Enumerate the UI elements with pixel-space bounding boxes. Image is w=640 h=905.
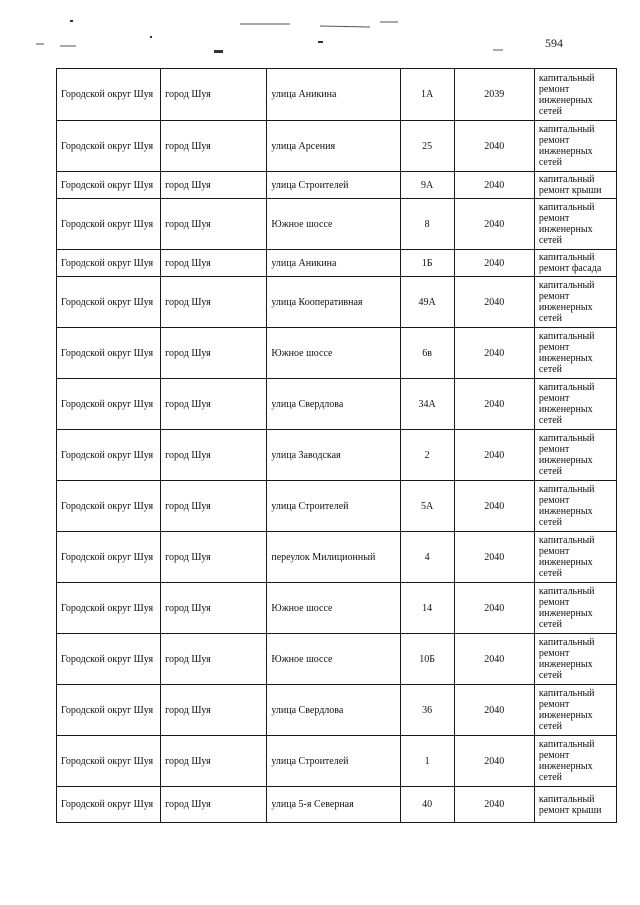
cell-work-type-text: капитальный ремонт инженерных сетей [538,124,595,168]
cell-street [267,736,400,787]
cell-street [267,172,400,199]
cell-year-text: 2040 [484,602,505,614]
cell-house-number [400,250,454,277]
cell-work-type-text: капитальный ремонт инженерных сетей [538,433,595,477]
cell-work-type-text: капитальный ремонт инженерных сетей [538,535,595,579]
cell-street-text: улица Аникина [271,257,337,269]
cell-city [161,199,267,250]
table-row [57,583,617,634]
cell-year [454,481,534,532]
cell-city-text: город Шуя [165,653,211,665]
cell-city-text: город Шуя [165,257,211,269]
cell-year [454,328,534,379]
cell-district-text: Городской округ Шуя [61,500,154,512]
cell-house-number [400,787,454,823]
cell-city [161,277,267,328]
cell-year-text: 2040 [484,449,505,461]
cell-year-text: 2040 [484,500,505,512]
table-row [57,199,617,250]
cell-street-text: Южное шоссе [271,218,333,230]
cell-street-text: улица Строителей [271,500,349,512]
table-row [57,787,617,823]
cell-work-type [534,430,616,481]
cell-work-type-text: капитальный ремонт инженерных сетей [538,739,595,783]
cell-house-number-text: 4 [424,551,430,563]
cell-street [267,583,400,634]
cell-house-number [400,634,454,685]
cell-work-type-text: капитальный ремонт инженерных сетей [538,688,595,732]
cell-street-text: улица Строителей [271,755,349,767]
cell-district [57,583,161,634]
cell-city [161,685,267,736]
cell-work-type [534,69,616,121]
scan-artifacts [0,0,640,70]
cell-house-number [400,121,454,172]
cell-work-type-text: капитальный ремонт крыши [538,174,602,196]
cell-house-number-text: 1А [421,89,434,100]
cell-house-number-text: 6в [422,347,432,359]
cell-work-type [534,634,616,685]
cell-house-number-text: 36 [422,704,433,716]
cell-work-type [534,583,616,634]
table-row [57,532,617,583]
cell-work-type [534,481,616,532]
cell-district-text: Городской округ Шуя [61,755,154,767]
cell-street [267,685,400,736]
cell-district-text: Городской округ Шуя [61,89,154,100]
cell-work-type-text: капитальный ремонт инженерных сетей [538,586,595,630]
cell-district-text: Городской округ Шуя [61,449,154,461]
cell-year-text: 2040 [484,347,505,359]
cell-district [57,736,161,787]
cell-city-text: город Шуя [165,140,211,152]
cell-year-text: 2040 [484,257,505,269]
cell-street [267,199,400,250]
cell-district [57,121,161,172]
cell-work-type-text: капитальный ремонт инженерных сетей [538,280,595,324]
cell-district-text: Городской округ Шуя [61,179,154,191]
cell-district [57,199,161,250]
cell-work-type-text: капитальный ремонт инженерных сетей [538,72,595,117]
cell-year [454,634,534,685]
cell-year-text: 2040 [484,551,505,563]
cell-year [454,250,534,277]
cell-house-number-text: 1Б [421,257,433,269]
cell-year-text: 2040 [484,218,505,230]
cell-house-number-text: 5А [421,500,434,512]
cell-street [267,634,400,685]
cell-work-type-text: капитальный ремонт инженерных сетей [538,382,595,426]
cell-year-text: 2040 [484,653,505,665]
cell-house-number [400,685,454,736]
cell-work-type [534,172,616,199]
cell-year-text: 2040 [484,398,505,410]
cell-street-text: улица Свердлова [271,704,344,716]
cell-district-text: Городской округ Шуя [61,551,154,563]
cell-city [161,583,267,634]
cell-street [267,787,400,823]
cell-house-number-text: 8 [424,218,430,230]
cell-work-type [534,379,616,430]
cell-city [161,532,267,583]
cell-work-type-text: капитальный ремонт крыши [538,793,602,816]
cell-city [161,430,267,481]
cell-house-number-text: 14 [422,602,433,614]
cell-year [454,736,534,787]
table-row [57,277,617,328]
table-row [57,685,617,736]
cell-house-number [400,430,454,481]
cell-work-type-text: капитальный ремонт инженерных сетей [538,637,595,681]
cell-street-text: Южное шоссе [271,602,333,614]
cell-city [161,121,267,172]
cell-house-number-text: 34А [418,398,436,410]
cell-house-number [400,481,454,532]
cell-district-text: Городской округ Шуя [61,347,154,359]
cell-district [57,787,161,823]
cell-street-text: улица Арсения [271,140,336,152]
cell-city-text: город Шуя [165,449,211,461]
cell-street-text: переулок Милиционный [271,551,376,563]
cell-city-text: город Шуя [165,551,211,563]
cell-work-type [534,277,616,328]
cell-street-text: Южное шоссе [271,653,333,665]
cell-district [57,481,161,532]
cell-house-number [400,379,454,430]
cell-street [267,532,400,583]
cell-work-type-text: капитальный ремонт инженерных сетей [538,331,595,375]
housing-repair-table [56,68,617,823]
cell-year [454,199,534,250]
cell-district-text: Городской округ Шуя [61,218,154,230]
cell-street-text: улица 5-я Северная [271,799,354,810]
cell-street-text: улица Кооперативная [271,296,363,308]
cell-year [454,277,534,328]
cell-house-number [400,583,454,634]
cell-district [57,430,161,481]
cell-city [161,787,267,823]
cell-year-text: 2040 [484,704,505,716]
cell-house-number [400,277,454,328]
cell-district [57,172,161,199]
cell-city [161,634,267,685]
cell-street [267,277,400,328]
cell-district-text: Городской округ Шуя [61,799,154,810]
table-row [57,328,617,379]
cell-year-text: 2040 [484,755,505,767]
cell-district [57,277,161,328]
cell-city [161,736,267,787]
cell-work-type [534,121,616,172]
cell-year [454,379,534,430]
cell-work-type [534,250,616,277]
cell-district [57,634,161,685]
cell-house-number-text: 1 [424,755,430,767]
table-body [57,69,617,823]
cell-district-text: Городской округ Шуя [61,653,154,665]
cell-street-text: улица Строителей [271,179,349,191]
cell-city [161,379,267,430]
table-row [57,430,617,481]
page-number: 594 [545,36,563,50]
cell-street [267,69,400,121]
cell-house-number [400,172,454,199]
cell-house-number-text: 40 [422,799,433,810]
cell-year-text: 2040 [484,296,505,308]
cell-year [454,583,534,634]
cell-district [57,685,161,736]
cell-street [267,481,400,532]
cell-year-text: 2040 [484,140,505,152]
cell-street-text: улица Аникина [271,89,337,100]
cell-house-number [400,736,454,787]
cell-house-number-text: 9А [421,179,434,191]
cell-city-text: город Шуя [165,602,211,614]
cell-house-number [400,69,454,121]
cell-city [161,328,267,379]
cell-work-type [534,736,616,787]
table-row [57,69,617,121]
cell-street [267,250,400,277]
cell-house-number-text: 2 [424,449,430,461]
cell-city-text: город Шуя [165,347,211,359]
cell-district [57,379,161,430]
cell-city [161,69,267,121]
cell-street-text: улица Свердлова [271,398,344,410]
cell-district-text: Городской округ Шуя [61,140,154,152]
cell-year [454,121,534,172]
cell-house-number-text: 49А [418,296,436,308]
cell-work-type-text: капитальный ремонт инженерных сетей [538,202,595,246]
cell-street-text: Южное шоссе [271,347,333,359]
cell-year-text: 2040 [484,179,505,191]
table-row [57,172,617,199]
cell-district [57,250,161,277]
cell-city [161,172,267,199]
cell-work-type [534,328,616,379]
cell-city-text: город Шуя [165,296,211,308]
cell-city-text: город Шуя [165,799,211,810]
cell-street [267,379,400,430]
cell-street-text: улица Заводская [271,449,341,461]
cell-city-text: город Шуя [165,500,211,512]
cell-work-type [534,199,616,250]
cell-city-text: город Шуя [165,89,211,100]
cell-house-number [400,328,454,379]
cell-year [454,430,534,481]
cell-city-text: город Шуя [165,755,211,767]
cell-city-text: город Шуя [165,398,211,410]
cell-work-type-text: капитальный ремонт инженерных сетей [538,484,595,528]
cell-work-type [534,685,616,736]
cell-street [267,328,400,379]
cell-city [161,481,267,532]
cell-year [454,532,534,583]
cell-city-text: город Шуя [165,179,211,191]
cell-year [454,69,534,121]
cell-street [267,430,400,481]
cell-work-type [534,532,616,583]
cell-city-text: город Шуя [165,218,211,230]
cell-city-text: город Шуя [165,704,211,716]
table-row [57,736,617,787]
table-row [57,379,617,430]
table-row [57,121,617,172]
cell-house-number-text: 10Б [419,653,436,665]
table-row [57,481,617,532]
cell-district-text: Городской округ Шуя [61,257,154,269]
cell-district-text: Городской округ Шуя [61,704,154,716]
cell-city [161,250,267,277]
cell-district-text: Городской округ Шуя [61,398,154,410]
table-row [57,250,617,277]
cell-district [57,532,161,583]
cell-year [454,172,534,199]
cell-house-number-text: 25 [422,140,433,152]
cell-year [454,685,534,736]
table-row [57,634,617,685]
cell-work-type [534,787,616,823]
cell-year [454,787,534,823]
cell-year-text: 2039 [484,89,505,100]
cell-house-number [400,199,454,250]
cell-year-text: 2040 [484,799,505,810]
cell-district [57,69,161,121]
cell-street [267,121,400,172]
cell-house-number [400,532,454,583]
cell-district [57,328,161,379]
cell-district-text: Городской округ Шуя [61,602,154,614]
cell-work-type-text: капитальный ремонт фасада [538,252,602,274]
cell-district-text: Городской округ Шуя [61,296,154,308]
